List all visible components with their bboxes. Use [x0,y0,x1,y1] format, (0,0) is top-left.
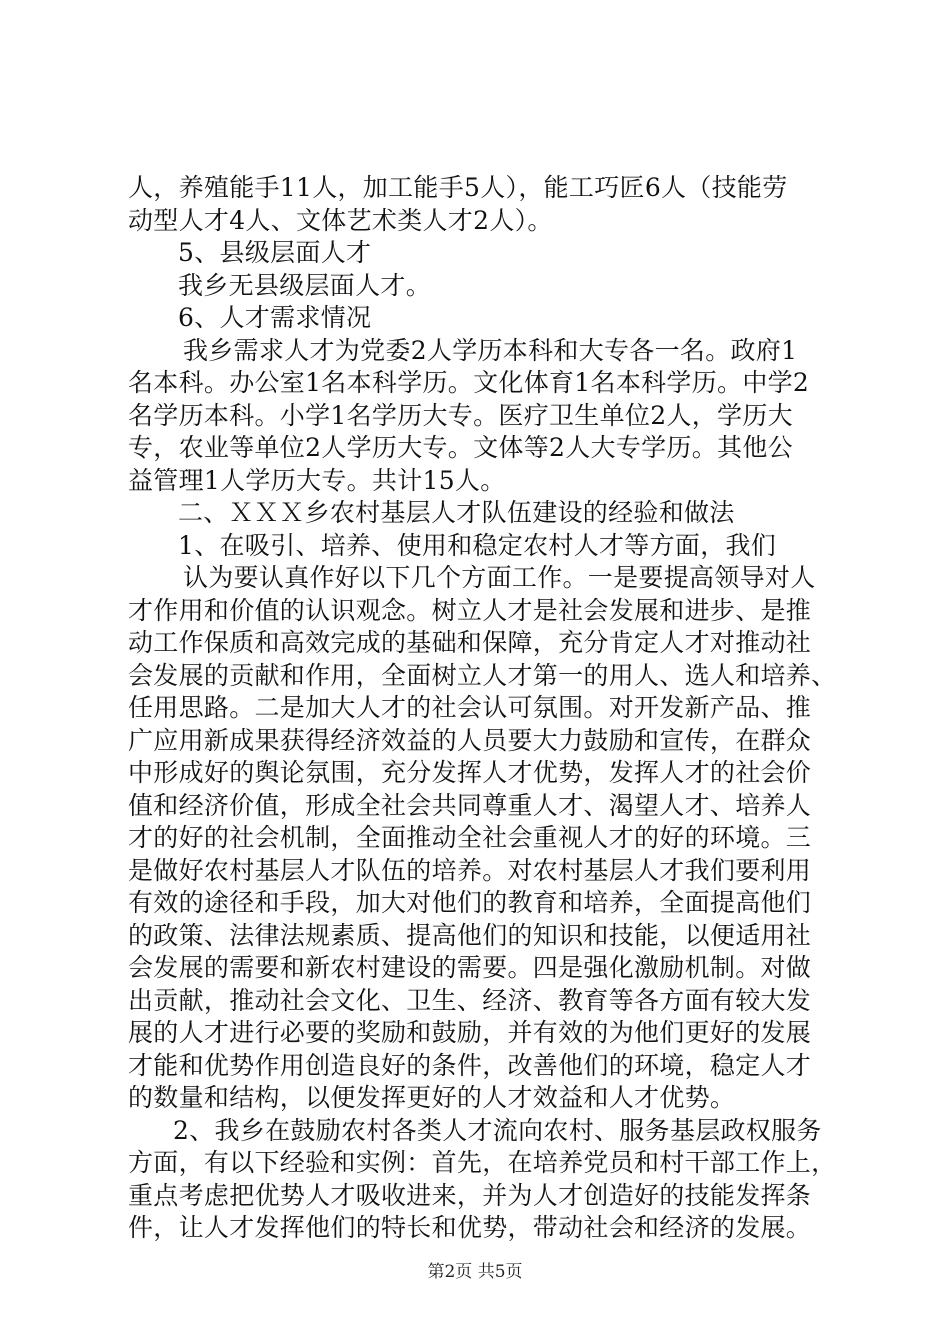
body-line: 会发展的需要和新农村建设的需要。四是强化激励机制。对做 [128,953,812,982]
body-line: 我乡需求人才为党委2人学历本科和大专各一名。政府1 [183,335,798,365]
body-line: 动工作保质和高效完成的基础和保障，充分肯定人才对推动社 [128,628,812,657]
body-line: 中形成好的舆论氛围，充分发挥人才优势，发挥人才的社会价 [128,758,812,787]
body-line: 益管理1人学历大专。共计15人。 [128,465,506,495]
body-line: 有效的途径和手段，加大对他们的教育和培养，全面提高他们 [128,888,812,917]
body-line: 的数量和结构，以便发挥更好的人才效益和人才优势。 [128,1083,736,1112]
section-heading: 6、人才需求情况 [178,303,372,332]
page-number-footer: 第2页 共5页 [427,1262,523,1282]
body-line: 1、在吸引、培养、使用和稳定农村人才等方面，我们 [178,530,777,560]
body-line: 展的人才进行必要的奖励和鼓励，并有效的为他们更好的发展 [128,1018,812,1047]
body-line: 我乡无县级层面人才。 [178,270,432,300]
body-line: 件，让人才发挥他们的特长和优势，带动社会和经济的发展。 [128,1213,812,1242]
body-line: 才能和优势作用创造良好的条件，改善他们的环境，稳定人才 [128,1050,812,1080]
body-line: 方面，有以下经验和实例：首先，在培养党员和村干部工作上， [128,1148,837,1177]
body-line: 人，养殖能手11人，加工能手5人），能工巧匠6人（技能劳 [128,173,788,202]
body-line: 的政策、法律法规素质、提高他们的知识和技能，以便适用社 [128,920,812,950]
body-line: 才的好的社会机制，全面推动全社会重视人才的好的环境。三 [128,823,812,852]
body-line: 认为要认真作好以下几个方面工作。一是要提高领导对人 [183,563,816,592]
body-line: 广应用新成果获得经济效益的人员要大力鼓励和宣传，在群众 [128,725,812,755]
document-body [128,172,837,1245]
body-line: 才作用和价值的认识观念。树立人才是社会发展和进步、是推 [128,595,812,625]
body-line: 是做好农村基层人才队伍的培养。对农村基层人才我们要利用 [128,855,812,885]
body-line: 名学历本科。小学1名学历大专。医疗卫生单位2人，学历大 [128,400,793,430]
body-line: 2、我乡在鼓励农村各类人才流向农村、服务基层政权服务 [173,1115,822,1145]
body-line: 值和经济价值，形成全社会共同尊重人才、渴望人才、培养人 [128,790,812,820]
body-line: 专，农业等单位2人学历大专。文体等2人大专学历。其他公 [128,433,793,462]
section-heading: 二、ＸＸＸ乡农村基层人才队伍建设的经验和做法 [178,498,735,527]
body-line: 会发展的贡献和作用，全面树立人才第一的用人、选人和培养、 [128,660,837,690]
section-heading: 5、县级层面人才 [178,238,372,267]
body-line: 重点考虑把优势人才吸收进来，并为人才创造好的技能发挥条 [128,1180,812,1210]
body-line: 出贡献，推动社会文化、卫生、经济、教育等各方面有较大发 [128,985,812,1015]
body-line: 任用思路。二是加大人才的社会认可氛围。对开发新产品、推 [128,693,812,722]
body-line: 名本科。办公室1名本科学历。文化体育1名本科学历。中学2 [128,368,810,397]
body-line: 动型人才4人、文体艺术类人才2人）。 [128,205,553,235]
